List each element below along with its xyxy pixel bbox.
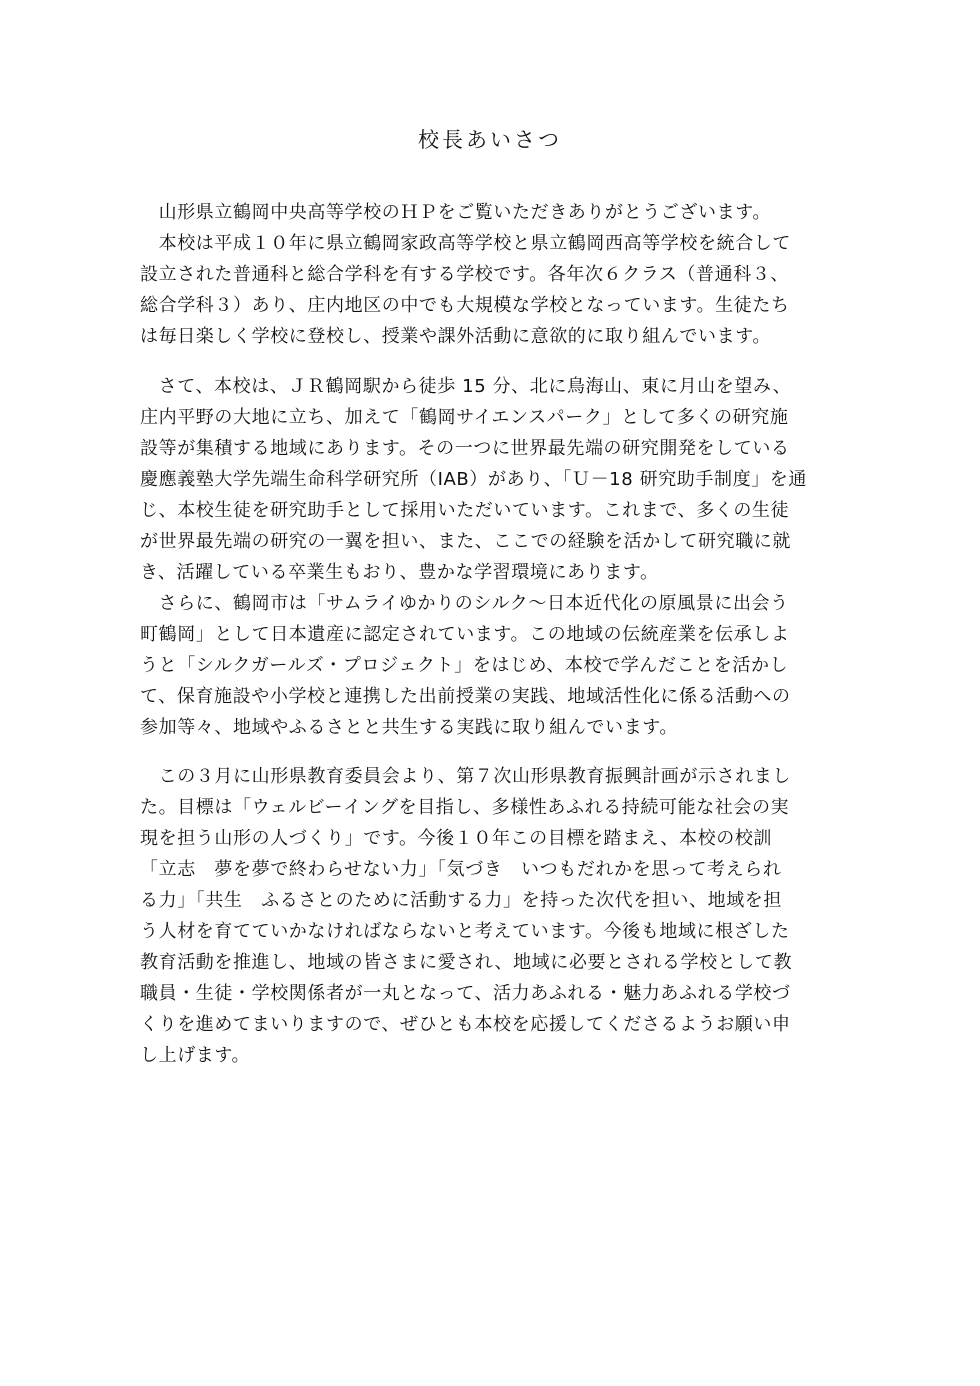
text-line: くりを進めてまいりますので、ぜひとも本校を応援してくださるようお願い申 bbox=[140, 1014, 791, 1035]
text-line: が世界最先端の研究の一翼を担い、また、ここでの経験を活かして研究職に就 bbox=[140, 531, 791, 552]
text-line: う人材を育てていかなければならないと考えています。今後も地域に根ざした bbox=[140, 921, 790, 942]
text-line: し上げます。 bbox=[140, 1045, 251, 1066]
text-line: 庄内平野の大地に立ち、加えて「鶴岡サイエンスパーク」として多くの研究施 bbox=[140, 407, 789, 428]
text-line: この３月に山形県教育委員会より、第７次山形県教育振興計画が示されまし bbox=[140, 766, 791, 787]
paragraph-block-vision bbox=[140, 761, 840, 1071]
text-line: 総合学科３）あり、庄内地区の中でも大規模な学校となっています。生徒たち bbox=[140, 295, 790, 316]
text-line: じ、本校生徒を研究助手として採用いただいています。これまで、多くの生徒 bbox=[140, 500, 790, 521]
text-line: うと「シルクガールズ・プロジェクト」をはじめ、本校で学んだことを活かし bbox=[140, 655, 789, 676]
text-line: 現を担う山形の人づくり」です。今後１０年この目標を踏まえ、本校の校訓 bbox=[140, 828, 773, 849]
text-line: さらに、鶴岡市は「サムライゆかりのシルク～日本近代化の原風景に出会う bbox=[140, 593, 789, 614]
text-line: き、活躍している卒業生もおり、豊かな学習環境にあります。 bbox=[140, 562, 659, 583]
paragraph-block-greeting bbox=[140, 197, 840, 352]
page-title: 校長あいさつ bbox=[418, 128, 562, 152]
text-line: は毎日楽しく学校に登校し、授業や課外活動に意欲的に取り組んでいます。 bbox=[140, 326, 771, 347]
text-line: 町鶴岡」として日本遺産に認定されています。この地域の伝統産業を伝承しよ bbox=[140, 624, 790, 645]
text-line: 教育活動を推進し、地域の皆さまに愛され、地域に必要とされる学校として教 bbox=[140, 952, 793, 973]
paragraph-block-environment bbox=[140, 371, 840, 743]
text-line: 設等が集積する地域にあります。その一つに世界最先端の研究開発をしている bbox=[140, 438, 790, 459]
text-line: 「立志 夢を夢で終わらせない力」「気づき いつもだれかを思って考えられ bbox=[140, 859, 782, 880]
text-line: て、保育施設や小学校と連携した出前授業の実践、地域活性化に係る活動への bbox=[140, 686, 791, 707]
text-line: 山形県立鶴岡中央高等学校のＨＰをご覧いただきありがとうございます。 bbox=[140, 202, 771, 223]
text-line: た。目標は「ウェルビーイングを目指し、多様性あふれる持続可能な社会の実 bbox=[140, 797, 790, 818]
text-line: 本校は平成１０年に県立鶴岡家政高等学校と県立鶴岡西高等学校を統合して bbox=[140, 233, 791, 254]
text-line: 参加等々、地域やふるさとと共生する実践に取り組んでいます。 bbox=[140, 717, 678, 738]
text-line: 設立された普通科と総合学科を有する学校です。各年次６クラス（普通科３、 bbox=[140, 264, 790, 285]
text-line: 慶應義塾大学先端生命科学研究所（IAB）があり、「Ｕ－18 研究助手制度」を通 bbox=[140, 469, 807, 490]
text-line: さて、本校は、ＪＲ鶴岡駅から徒歩 15 分、北に鳥海山、東に月山を望み、 bbox=[140, 376, 792, 397]
text-line: る力」「共生 ふるさとのために活動する力」を持った次代を担い、地域を担 bbox=[140, 890, 782, 911]
text-line: 職員・生徒・学校関係者が一丸となって、活力あふれる・魅力あふれる学校づ bbox=[140, 983, 791, 1004]
